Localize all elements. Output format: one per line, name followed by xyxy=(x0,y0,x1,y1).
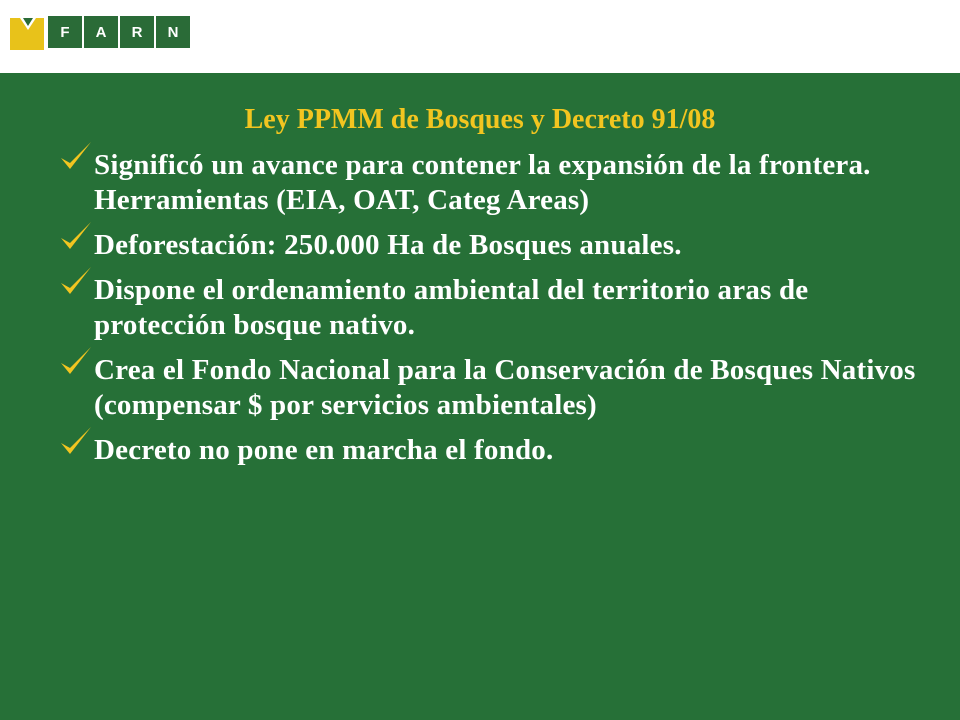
bullet-text: Deforestación: 250.000 Ha de Bosques anuales. xyxy=(94,229,682,261)
checkmark-icon xyxy=(58,425,94,459)
logo-letter: A xyxy=(84,16,118,48)
bullet-item xyxy=(58,433,938,468)
bullet-text: Dispone el ordenamiento ambiental del territorio aras de protección bosque nativo. xyxy=(94,274,809,341)
leaf-logo-icon xyxy=(10,14,46,50)
slide-title: Ley PPMM de Bosques y Decreto 91/08 xyxy=(244,104,716,135)
checkmark-icon xyxy=(58,220,94,254)
header-bar xyxy=(0,0,960,73)
bullet-item xyxy=(58,353,938,423)
bullet-item xyxy=(58,273,938,343)
bullet-item xyxy=(58,228,938,263)
logo-letters xyxy=(48,16,190,48)
bullet-text: Decreto no pone en marcha el fondo. xyxy=(94,434,554,466)
bullet-item xyxy=(58,148,938,218)
logo-letter: R xyxy=(120,16,154,48)
bullet-list xyxy=(58,148,938,478)
bullet-text: Significó un avance para contener la expansión de la frontera. Herramientas (EIA, OAT, Categ Areas) xyxy=(94,149,871,216)
farn-logo xyxy=(10,14,186,50)
bullet-text: Crea el Fondo Nacional para la Conservación de Bosques Nativos (compensar $ por servicios ambientales) xyxy=(94,354,916,421)
logo-letter: N xyxy=(156,16,190,48)
logo-letter: F xyxy=(48,16,82,48)
checkmark-icon xyxy=(58,345,94,379)
checkmark-icon xyxy=(58,140,94,174)
checkmark-icon xyxy=(58,265,94,299)
